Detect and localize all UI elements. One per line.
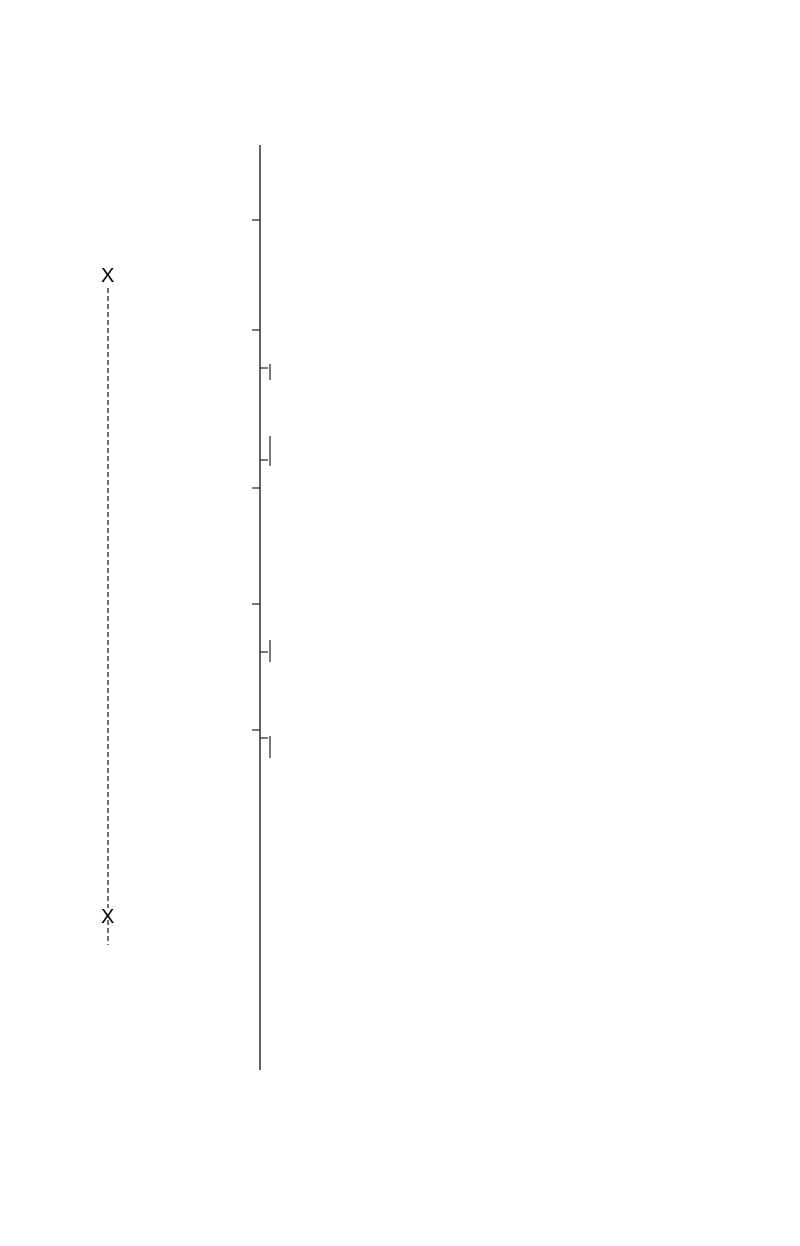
boundary-marker: X (101, 906, 115, 928)
page-header (0, 36, 800, 76)
boundary-marker: X (101, 265, 115, 287)
spectrum-chart (100, 140, 290, 1080)
spectrum-figure (100, 140, 290, 1080)
